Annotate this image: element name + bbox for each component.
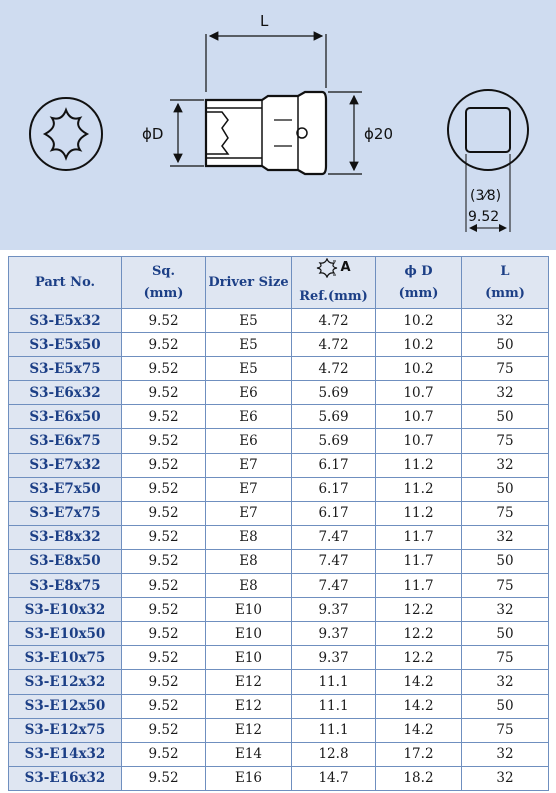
cell-ref: 11.1 xyxy=(292,694,376,718)
cell-driver-size: E8 xyxy=(206,525,292,549)
cell-d: 10.2 xyxy=(376,333,462,357)
cell-part-no: S3-E16x32 xyxy=(9,766,122,790)
cell-sq: 9.52 xyxy=(122,501,206,525)
cell-part-no: S3-E12x50 xyxy=(9,694,122,718)
cell-sq: 9.52 xyxy=(122,718,206,742)
cell-driver-size: E6 xyxy=(206,405,292,429)
cell-ref: 4.72 xyxy=(292,333,376,357)
cell-ref: 14.7 xyxy=(292,766,376,790)
diameter-label: ϕD xyxy=(142,125,164,143)
cell-d: 11.7 xyxy=(376,574,462,598)
length-label: L xyxy=(260,12,269,30)
square-mm-label: 9.52 xyxy=(468,209,500,225)
cell-l: 75 xyxy=(462,718,549,742)
table-row xyxy=(9,766,549,790)
table-row xyxy=(9,670,549,694)
product-diagram xyxy=(0,0,556,250)
length-dimension xyxy=(206,12,326,92)
cell-ref: 9.37 xyxy=(292,646,376,670)
cell-d: 10.7 xyxy=(376,429,462,453)
cell-ref: 9.37 xyxy=(292,598,376,622)
table-row xyxy=(9,429,549,453)
cell-part-no: S3-E14x32 xyxy=(9,742,122,766)
cell-ref: 7.47 xyxy=(292,525,376,549)
cell-ref: 6.17 xyxy=(292,453,376,477)
cell-l: 75 xyxy=(462,574,549,598)
cell-part-no: S3-E6x50 xyxy=(9,405,122,429)
cell-ref: 7.47 xyxy=(292,574,376,598)
outer-diameter-label: ϕ20 xyxy=(364,125,393,143)
diameter-dimension xyxy=(142,100,204,166)
cell-sq: 9.52 xyxy=(122,357,206,381)
cell-d: 12.2 xyxy=(376,622,462,646)
cell-driver-size: E5 xyxy=(206,357,292,381)
cell-sq: 9.52 xyxy=(122,742,206,766)
cell-d: 11.2 xyxy=(376,453,462,477)
header-part-no: Part No. xyxy=(9,257,122,309)
cell-l: 32 xyxy=(462,525,549,549)
cell-l: 75 xyxy=(462,429,549,453)
table-row xyxy=(9,694,549,718)
torx-ref-icon xyxy=(316,258,338,278)
table-row xyxy=(9,622,549,646)
cell-driver-size: E8 xyxy=(206,549,292,573)
cell-driver-size: E6 xyxy=(206,381,292,405)
cell-part-no: S3-E10x75 xyxy=(9,646,122,670)
cell-l: 75 xyxy=(462,357,549,381)
cell-l: 50 xyxy=(462,477,549,501)
cell-sq: 9.52 xyxy=(122,429,206,453)
table-row xyxy=(9,501,549,525)
table-row xyxy=(9,309,549,333)
cell-ref: 6.17 xyxy=(292,477,376,501)
table-row xyxy=(9,718,549,742)
header-l: L (mm) xyxy=(462,257,549,309)
cell-sq: 9.52 xyxy=(122,766,206,790)
cell-d: 10.2 xyxy=(376,357,462,381)
cell-ref: 4.72 xyxy=(292,357,376,381)
table-row xyxy=(9,357,549,381)
cell-sq: 9.52 xyxy=(122,574,206,598)
cell-l: 32 xyxy=(462,309,549,333)
cell-d: 14.2 xyxy=(376,718,462,742)
cell-l: 50 xyxy=(462,333,549,357)
cell-d: 14.2 xyxy=(376,670,462,694)
cell-driver-size: E10 xyxy=(206,598,292,622)
cell-d: 10.7 xyxy=(376,405,462,429)
cell-sq: 9.52 xyxy=(122,598,206,622)
cell-driver-size: E12 xyxy=(206,694,292,718)
cell-d: 11.2 xyxy=(376,477,462,501)
cell-l: 32 xyxy=(462,381,549,405)
header-d: ϕ D (mm) xyxy=(376,257,462,309)
cell-driver-size: E12 xyxy=(206,670,292,694)
cell-part-no: S3-E6x32 xyxy=(9,381,122,405)
socket-drawing xyxy=(0,0,556,250)
cell-ref: 11.1 xyxy=(292,670,376,694)
table-row xyxy=(9,381,549,405)
cell-driver-size: E5 xyxy=(206,333,292,357)
table-row xyxy=(9,525,549,549)
cell-driver-size: E7 xyxy=(206,453,292,477)
cell-part-no: S3-E12x32 xyxy=(9,670,122,694)
cell-driver-size: E14 xyxy=(206,742,292,766)
cell-part-no: S3-E10x32 xyxy=(9,598,122,622)
cell-d: 12.2 xyxy=(376,598,462,622)
cell-part-no: S3-E6x75 xyxy=(9,429,122,453)
cell-d: 11.7 xyxy=(376,525,462,549)
cell-l: 32 xyxy=(462,766,549,790)
spec-table-container xyxy=(8,256,548,791)
cell-l: 32 xyxy=(462,742,549,766)
cell-sq: 9.52 xyxy=(122,694,206,718)
torx-end-view xyxy=(30,98,102,170)
cell-sq: 9.52 xyxy=(122,405,206,429)
cell-driver-size: E7 xyxy=(206,501,292,525)
cell-driver-size: E10 xyxy=(206,622,292,646)
cell-sq: 9.52 xyxy=(122,622,206,646)
cell-l: 32 xyxy=(462,670,549,694)
spec-table xyxy=(8,256,549,791)
cell-part-no: S3-E8x32 xyxy=(9,525,122,549)
cell-driver-size: E12 xyxy=(206,718,292,742)
table-row xyxy=(9,477,549,501)
cell-part-no: S3-E5x75 xyxy=(9,357,122,381)
table-row xyxy=(9,405,549,429)
cell-part-no: S3-E7x32 xyxy=(9,453,122,477)
cell-sq: 9.52 xyxy=(122,381,206,405)
cell-d: 10.7 xyxy=(376,381,462,405)
cell-l: 32 xyxy=(462,598,549,622)
table-row xyxy=(9,574,549,598)
table-header-row xyxy=(9,257,549,309)
cell-ref: 5.69 xyxy=(292,429,376,453)
cell-driver-size: E8 xyxy=(206,574,292,598)
cell-sq: 9.52 xyxy=(122,646,206,670)
cell-driver-size: E10 xyxy=(206,646,292,670)
cell-ref: 4.72 xyxy=(292,309,376,333)
cell-l: 50 xyxy=(462,549,549,573)
cell-d: 11.7 xyxy=(376,549,462,573)
cell-ref: 6.17 xyxy=(292,501,376,525)
cell-ref: 9.37 xyxy=(292,622,376,646)
cell-driver-size: E5 xyxy=(206,309,292,333)
header-driver-size: Driver Size xyxy=(206,257,292,309)
cell-part-no: S3-E7x75 xyxy=(9,501,122,525)
cell-part-no: S3-E7x50 xyxy=(9,477,122,501)
table-row xyxy=(9,453,549,477)
cell-sq: 9.52 xyxy=(122,453,206,477)
table-body xyxy=(9,309,549,791)
cell-ref: 7.47 xyxy=(292,549,376,573)
header-ref: A Ref.(mm) xyxy=(292,257,376,309)
cell-ref: 5.69 xyxy=(292,405,376,429)
cell-part-no: S3-E5x50 xyxy=(9,333,122,357)
cell-l: 50 xyxy=(462,622,549,646)
cell-l: 75 xyxy=(462,646,549,670)
header-sq: Sq. (mm) xyxy=(122,257,206,309)
square-inch-label: (3⁄8) xyxy=(470,188,502,204)
outer-diameter-dimension xyxy=(328,92,393,174)
cell-driver-size: E7 xyxy=(206,477,292,501)
cell-ref: 11.1 xyxy=(292,718,376,742)
cell-d: 17.2 xyxy=(376,742,462,766)
cell-sq: 9.52 xyxy=(122,333,206,357)
square-drive-end-view xyxy=(448,90,528,232)
cell-ref: 5.69 xyxy=(292,381,376,405)
cell-sq: 9.52 xyxy=(122,309,206,333)
cell-part-no: S3-E12x75 xyxy=(9,718,122,742)
socket-side-view xyxy=(206,92,326,174)
cell-part-no: S3-E8x50 xyxy=(9,549,122,573)
table-row xyxy=(9,598,549,622)
cell-d: 12.2 xyxy=(376,646,462,670)
cell-part-no: S3-E8x75 xyxy=(9,574,122,598)
cell-ref: 12.8 xyxy=(292,742,376,766)
cell-part-no: S3-E10x50 xyxy=(9,622,122,646)
cell-sq: 9.52 xyxy=(122,477,206,501)
table-row xyxy=(9,646,549,670)
cell-sq: 9.52 xyxy=(122,670,206,694)
cell-l: 50 xyxy=(462,405,549,429)
cell-part-no: S3-E5x32 xyxy=(9,309,122,333)
table-row xyxy=(9,549,549,573)
torx-star-icon xyxy=(45,110,87,158)
cell-l: 50 xyxy=(462,694,549,718)
table-row xyxy=(9,742,549,766)
cell-d: 10.2 xyxy=(376,309,462,333)
cell-l: 75 xyxy=(462,501,549,525)
cell-d: 18.2 xyxy=(376,766,462,790)
square-drive-icon xyxy=(466,108,510,152)
cell-l: 32 xyxy=(462,453,549,477)
cell-driver-size: E6 xyxy=(206,429,292,453)
cell-sq: 9.52 xyxy=(122,525,206,549)
cell-driver-size: E16 xyxy=(206,766,292,790)
cell-d: 14.2 xyxy=(376,694,462,718)
cell-sq: 9.52 xyxy=(122,549,206,573)
cell-d: 11.2 xyxy=(376,501,462,525)
table-row xyxy=(9,333,549,357)
